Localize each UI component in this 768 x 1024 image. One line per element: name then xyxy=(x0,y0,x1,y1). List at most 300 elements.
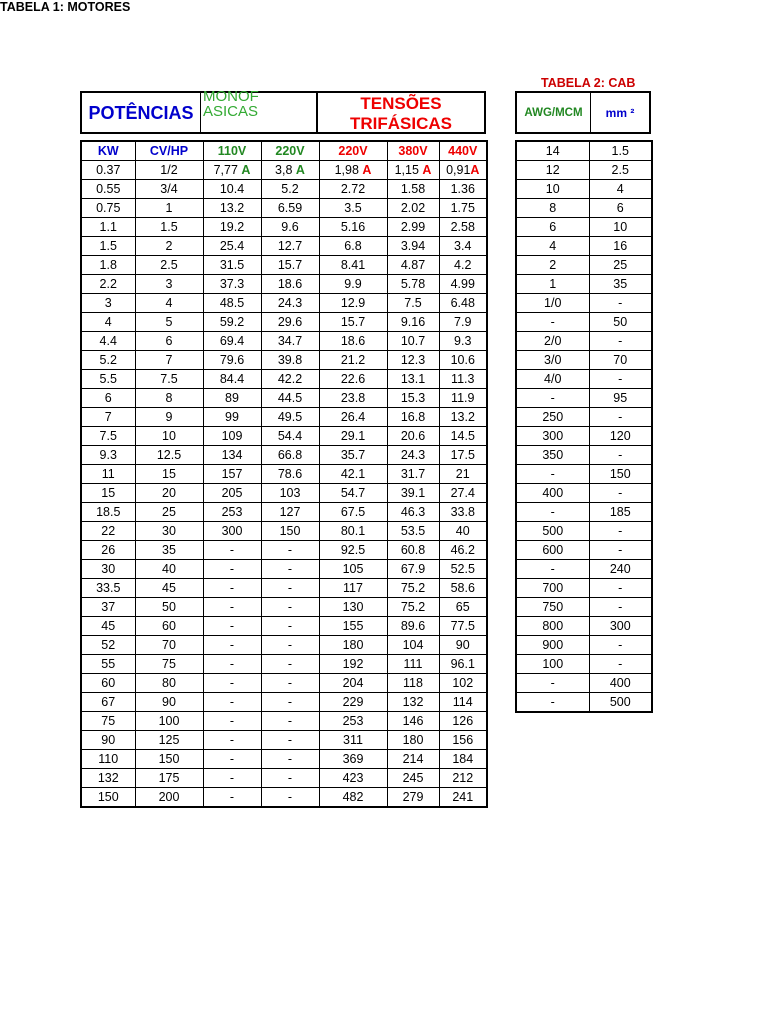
table-row xyxy=(516,465,652,484)
cell-380v: 180 xyxy=(387,731,439,750)
cell-440v: 46.2 xyxy=(439,541,487,560)
cell-awg: 3/0 xyxy=(516,351,589,370)
cell-110v: 19.2 xyxy=(203,218,261,237)
cell-220v-mono: 54.4 xyxy=(261,427,319,446)
monofasicas-header xyxy=(200,88,318,134)
cell-220v-mono: - xyxy=(261,731,319,750)
cell-mm2: 240 xyxy=(589,560,652,579)
cell-mm2: 70 xyxy=(589,351,652,370)
cell-220v-tri xyxy=(319,161,387,180)
cell-220v-tri: 80.1 xyxy=(319,522,387,541)
cell-440v: 11.9 xyxy=(439,389,487,408)
cell-kw: 4.4 xyxy=(81,332,135,351)
cell-110v: - xyxy=(203,712,261,731)
cell-mm2: - xyxy=(589,579,652,598)
cell-110v: 48.5 xyxy=(203,294,261,313)
cell-110v: 99 xyxy=(203,408,261,427)
cell-mm2: 6 xyxy=(589,199,652,218)
table-row xyxy=(516,693,652,713)
cell-220v-mono: - xyxy=(261,579,319,598)
cell-awg: 350 xyxy=(516,446,589,465)
cell-kw: 150 xyxy=(81,788,135,808)
cell-awg: 700 xyxy=(516,579,589,598)
cell-kw: 9.3 xyxy=(81,446,135,465)
cell-220v-tri: 5.16 xyxy=(319,218,387,237)
cell-440v: 40 xyxy=(439,522,487,541)
table-row xyxy=(516,522,652,541)
cell-440v: 4.99 xyxy=(439,275,487,294)
cell-kw: 110 xyxy=(81,750,135,769)
cell-440v: 65 xyxy=(439,598,487,617)
cell-220v-tri: 423 xyxy=(319,769,387,788)
table-row xyxy=(516,370,652,389)
cell-kw: 11 xyxy=(81,465,135,484)
cell-220v-tri: 22.6 xyxy=(319,370,387,389)
cell-cv: 60 xyxy=(135,617,203,636)
cell-380v: 214 xyxy=(387,750,439,769)
cell-220v-mono: 127 xyxy=(261,503,319,522)
cell-value: 7,77 xyxy=(213,163,238,177)
cell-cv: 175 xyxy=(135,769,203,788)
cell-110v: 253 xyxy=(203,503,261,522)
cell-mm2: - xyxy=(589,636,652,655)
cell-cv: 100 xyxy=(135,712,203,731)
cell-cv: 10 xyxy=(135,427,203,446)
cell-kw: 3 xyxy=(81,294,135,313)
cell-220v-tri: 42.1 xyxy=(319,465,387,484)
table-row xyxy=(516,560,652,579)
cell-220v-mono: 42.2 xyxy=(261,370,319,389)
cell-220v-mono: - xyxy=(261,541,319,560)
potencias-header xyxy=(80,91,202,134)
cell-cv: 1/2 xyxy=(135,161,203,180)
cell-cv: 2.5 xyxy=(135,256,203,275)
cell-110v: 89 xyxy=(203,389,261,408)
cell-220v-mono: 44.5 xyxy=(261,389,319,408)
cell-cv: 1.5 xyxy=(135,218,203,237)
table-row xyxy=(516,579,652,598)
cell-380v: 7.5 xyxy=(387,294,439,313)
table-row xyxy=(81,351,487,370)
table-row xyxy=(516,617,652,636)
table-row xyxy=(81,161,487,180)
monofasicas-label: MONOFASICAS xyxy=(203,88,259,120)
cell-awg: 10 xyxy=(516,180,589,199)
cell-440v: 3.4 xyxy=(439,237,487,256)
cell-220v-tri: 130 xyxy=(319,598,387,617)
cell-cv: 15 xyxy=(135,465,203,484)
cell-440v: 11.3 xyxy=(439,370,487,389)
cell-380v: 16.8 xyxy=(387,408,439,427)
cell-220v-tri: 29.1 xyxy=(319,427,387,446)
cell-cv: 2 xyxy=(135,237,203,256)
cell-440v: 114 xyxy=(439,693,487,712)
cell-220v-mono: 9.6 xyxy=(261,218,319,237)
cell-kw: 15 xyxy=(81,484,135,503)
cell-awg: 4/0 xyxy=(516,370,589,389)
cell-220v-mono: 66.8 xyxy=(261,446,319,465)
cell-110v: 13.2 xyxy=(203,199,261,218)
cell-kw: 1.8 xyxy=(81,256,135,275)
cell-110v: 69.4 xyxy=(203,332,261,351)
cell-110v: 134 xyxy=(203,446,261,465)
table-row xyxy=(81,503,487,522)
cell-kw: 18.5 xyxy=(81,503,135,522)
cell-380v: 2.02 xyxy=(387,199,439,218)
cell-110v: - xyxy=(203,636,261,655)
cell-kw: 0.75 xyxy=(81,199,135,218)
cell-awg: - xyxy=(516,560,589,579)
cell-kw: 4 xyxy=(81,313,135,332)
cell-220v-tri: 26.4 xyxy=(319,408,387,427)
cell-440v: 58.6 xyxy=(439,579,487,598)
cell-440v: 184 xyxy=(439,750,487,769)
table-row xyxy=(516,294,652,313)
cell-220v-tri: 369 xyxy=(319,750,387,769)
cell-440v: 1.75 xyxy=(439,199,487,218)
cell-440v: 21 xyxy=(439,465,487,484)
cell-cv: 50 xyxy=(135,598,203,617)
table-row xyxy=(81,579,487,598)
cell-kw: 22 xyxy=(81,522,135,541)
cell-220v-mono: 5.2 xyxy=(261,180,319,199)
cell-cv: 20 xyxy=(135,484,203,503)
cell-cv: 7.5 xyxy=(135,370,203,389)
cell-440v: 102 xyxy=(439,674,487,693)
cell-mm2: 500 xyxy=(589,693,652,713)
cell-mm2: 300 xyxy=(589,617,652,636)
cell-220v-mono xyxy=(261,161,319,180)
table-row xyxy=(516,180,652,199)
table-row xyxy=(81,636,487,655)
cell-440v: 241 xyxy=(439,788,487,808)
cell-380v: 3.94 xyxy=(387,237,439,256)
cell-220v-mono: 49.5 xyxy=(261,408,319,427)
cell-mm2: 1.5 xyxy=(589,141,652,161)
table-row xyxy=(516,199,652,218)
table-row xyxy=(516,141,652,161)
cell-380v: 118 xyxy=(387,674,439,693)
table-row xyxy=(81,218,487,237)
cell-cv: 200 xyxy=(135,788,203,808)
cell-awg: 2/0 xyxy=(516,332,589,351)
table-row xyxy=(516,636,652,655)
table-row xyxy=(516,313,652,332)
cell-mm2: - xyxy=(589,370,652,389)
cell-440v: 9.3 xyxy=(439,332,487,351)
cell-380v: 279 xyxy=(387,788,439,808)
cell-kw: 5.2 xyxy=(81,351,135,370)
cell-440v: 6.48 xyxy=(439,294,487,313)
table-row xyxy=(516,484,652,503)
cell-110v: 84.4 xyxy=(203,370,261,389)
cell-mm2: 35 xyxy=(589,275,652,294)
cell-110v: 25.4 xyxy=(203,237,261,256)
cell-awg: 400 xyxy=(516,484,589,503)
cell-220v-tri: 117 xyxy=(319,579,387,598)
cell-cv: 8 xyxy=(135,389,203,408)
cell-cv: 90 xyxy=(135,693,203,712)
cell-awg: 1/0 xyxy=(516,294,589,313)
cell-380v: 9.16 xyxy=(387,313,439,332)
table-row xyxy=(81,180,487,199)
cell-220v-tri: 67.5 xyxy=(319,503,387,522)
cell-awg: 600 xyxy=(516,541,589,560)
cell-380v: 46.3 xyxy=(387,503,439,522)
cell-awg: 750 xyxy=(516,598,589,617)
cell-mm2: 120 xyxy=(589,427,652,446)
cell-110v: 79.6 xyxy=(203,351,261,370)
cell-220v-tri: 21.2 xyxy=(319,351,387,370)
cell-220v-tri: 3.5 xyxy=(319,199,387,218)
cell-value: 1,98 xyxy=(334,163,359,177)
table-row xyxy=(516,332,652,351)
cell-mm2: - xyxy=(589,522,652,541)
cell-mm2: - xyxy=(589,598,652,617)
amp-unit: A xyxy=(241,163,251,177)
cell-value: 0,91 xyxy=(446,163,471,177)
cell-220v-mono: - xyxy=(261,750,319,769)
table-row xyxy=(81,294,487,313)
cell-220v-tri: 311 xyxy=(319,731,387,750)
cell-cv: 4 xyxy=(135,294,203,313)
cell-kw: 90 xyxy=(81,731,135,750)
table-row xyxy=(516,256,652,275)
cell-mm2: - xyxy=(589,484,652,503)
cell-380v: 104 xyxy=(387,636,439,655)
cell-110v: - xyxy=(203,598,261,617)
cell-220v-tri: 155 xyxy=(319,617,387,636)
cell-220v-tri: 105 xyxy=(319,560,387,579)
cell-220v-mono: - xyxy=(261,560,319,579)
cell-220v-tri: 229 xyxy=(319,693,387,712)
cell-awg: 14 xyxy=(516,141,589,161)
cell-awg: 300 xyxy=(516,427,589,446)
table-row xyxy=(81,655,487,674)
cell-110v: - xyxy=(203,750,261,769)
cell-kw: 26 xyxy=(81,541,135,560)
cell-380v: 4.87 xyxy=(387,256,439,275)
cell-kw: 33.5 xyxy=(81,579,135,598)
cell-awg: 6 xyxy=(516,218,589,237)
cell-440v: 27.4 xyxy=(439,484,487,503)
cell-220v-mono: 15.7 xyxy=(261,256,319,275)
cell-cv: 3/4 xyxy=(135,180,203,199)
cell-220v-mono: - xyxy=(261,712,319,731)
cell-110v: - xyxy=(203,579,261,598)
cell-awg: 1 xyxy=(516,275,589,294)
table-row xyxy=(81,731,487,750)
cell-380v: 20.6 xyxy=(387,427,439,446)
cell-440v: 156 xyxy=(439,731,487,750)
table-row xyxy=(516,408,652,427)
cell-110v xyxy=(203,161,261,180)
cell-380v: 53.5 xyxy=(387,522,439,541)
cell-cv: 30 xyxy=(135,522,203,541)
col-440v: 440V xyxy=(439,141,487,161)
table-row xyxy=(81,560,487,579)
table-row xyxy=(81,199,487,218)
cell-380v: 31.7 xyxy=(387,465,439,484)
cell-380v: 12.3 xyxy=(387,351,439,370)
table-row xyxy=(81,446,487,465)
table-row xyxy=(516,446,652,465)
cell-220v-mono: 150 xyxy=(261,522,319,541)
cell-mm2: - xyxy=(589,332,652,351)
amp-unit: A xyxy=(295,163,305,177)
cell-220v-tri: 54.7 xyxy=(319,484,387,503)
cell-mm2: - xyxy=(589,294,652,313)
motors-table xyxy=(80,140,488,808)
awg-header: AWG/MCM xyxy=(517,93,591,132)
cell-cv: 3 xyxy=(135,275,203,294)
cell-mm2: 25 xyxy=(589,256,652,275)
cell-220v-mono: - xyxy=(261,636,319,655)
cell-440v: 96.1 xyxy=(439,655,487,674)
cell-mm2: - xyxy=(589,446,652,465)
cell-mm2: - xyxy=(589,408,652,427)
cell-kw: 60 xyxy=(81,674,135,693)
cell-mm2: 400 xyxy=(589,674,652,693)
cell-110v: 109 xyxy=(203,427,261,446)
table2-header xyxy=(515,91,651,134)
table-row xyxy=(516,427,652,446)
cell-220v-mono: 78.6 xyxy=(261,465,319,484)
cell-awg: - xyxy=(516,693,589,713)
cables-table xyxy=(515,140,653,713)
cell-220v-mono: - xyxy=(261,693,319,712)
cell-380v: 60.8 xyxy=(387,541,439,560)
cell-440v: 2.58 xyxy=(439,218,487,237)
cell-110v: - xyxy=(203,541,261,560)
col-cvhp: CV/HP xyxy=(135,141,203,161)
table-row xyxy=(516,598,652,617)
cell-380v: 245 xyxy=(387,769,439,788)
cell-110v: 31.5 xyxy=(203,256,261,275)
table-row xyxy=(516,218,652,237)
cell-mm2: 4 xyxy=(589,180,652,199)
cell-380v: 132 xyxy=(387,693,439,712)
table-row xyxy=(81,256,487,275)
cell-220v-tri: 18.6 xyxy=(319,332,387,351)
cell-440v: 52.5 xyxy=(439,560,487,579)
cell-awg: 12 xyxy=(516,161,589,180)
cell-110v: 59.2 xyxy=(203,313,261,332)
cell-cv: 75 xyxy=(135,655,203,674)
cell-220v-tri: 204 xyxy=(319,674,387,693)
cell-380v: 24.3 xyxy=(387,446,439,465)
cell-380v: 1.58 xyxy=(387,180,439,199)
cell-awg: - xyxy=(516,503,589,522)
table-row xyxy=(516,275,652,294)
cell-440v: 14.5 xyxy=(439,427,487,446)
cell-kw: 45 xyxy=(81,617,135,636)
cell-220v-mono: 39.8 xyxy=(261,351,319,370)
cell-cv: 125 xyxy=(135,731,203,750)
mm-header: mm ² xyxy=(605,105,635,120)
amp-unit: A xyxy=(362,163,372,177)
cell-220v-mono: 24.3 xyxy=(261,294,319,313)
cell-value: 1,15 xyxy=(394,163,419,177)
cell-kw: 5.5 xyxy=(81,370,135,389)
cell-380v: 13.1 xyxy=(387,370,439,389)
cell-kw: 37 xyxy=(81,598,135,617)
table-row xyxy=(81,712,487,731)
cell-110v: - xyxy=(203,769,261,788)
cell-kw: 55 xyxy=(81,655,135,674)
table-row xyxy=(81,389,487,408)
cell-220v-tri: 92.5 xyxy=(319,541,387,560)
cell-mm2: 95 xyxy=(589,389,652,408)
cell-220v-tri: 482 xyxy=(319,788,387,808)
cell-440v: 10.6 xyxy=(439,351,487,370)
cell-mm2: - xyxy=(589,541,652,560)
table-row xyxy=(516,389,652,408)
table-row xyxy=(516,237,652,256)
cell-110v: 37.3 xyxy=(203,275,261,294)
cell-220v-mono: - xyxy=(261,655,319,674)
cell-220v-tri: 8.41 xyxy=(319,256,387,275)
cell-220v-tri: 9.9 xyxy=(319,275,387,294)
table-row xyxy=(81,522,487,541)
cell-440v xyxy=(439,161,487,180)
amp-unit: A xyxy=(470,163,480,177)
cell-awg: 800 xyxy=(516,617,589,636)
table-row xyxy=(81,541,487,560)
table-row xyxy=(81,332,487,351)
cell-awg: - xyxy=(516,674,589,693)
cell-awg: 900 xyxy=(516,636,589,655)
cell-cv: 6 xyxy=(135,332,203,351)
cell-awg: - xyxy=(516,313,589,332)
table-row xyxy=(81,484,487,503)
cell-110v: 10.4 xyxy=(203,180,261,199)
cell-380v: 15.3 xyxy=(387,389,439,408)
cell-220v-tri: 12.9 xyxy=(319,294,387,313)
cell-110v: - xyxy=(203,655,261,674)
cell-cv: 35 xyxy=(135,541,203,560)
table-row xyxy=(81,788,487,808)
cell-cv: 40 xyxy=(135,560,203,579)
table-row xyxy=(516,674,652,693)
cell-440v: 212 xyxy=(439,769,487,788)
cell-380v: 39.1 xyxy=(387,484,439,503)
table2-title: TABELA 2: CAB xyxy=(541,76,636,90)
cell-awg: 500 xyxy=(516,522,589,541)
cell-220v-mono: 6.59 xyxy=(261,199,319,218)
cell-awg: 4 xyxy=(516,237,589,256)
cell-440v: 126 xyxy=(439,712,487,731)
cell-awg: - xyxy=(516,465,589,484)
cell-440v: 90 xyxy=(439,636,487,655)
cell-440v: 1.36 xyxy=(439,180,487,199)
cell-380v: 111 xyxy=(387,655,439,674)
cell-220v-mono: - xyxy=(261,674,319,693)
table-row xyxy=(81,598,487,617)
cell-cv: 45 xyxy=(135,579,203,598)
cell-kw: 6 xyxy=(81,389,135,408)
table-row xyxy=(81,769,487,788)
cell-mm2: 50 xyxy=(589,313,652,332)
cell-mm2: 2.5 xyxy=(589,161,652,180)
cell-value: 3,8 xyxy=(275,163,293,177)
cell-380v: 67.9 xyxy=(387,560,439,579)
cell-440v: 17.5 xyxy=(439,446,487,465)
cell-mm2: 16 xyxy=(589,237,652,256)
cell-220v-mono: 18.6 xyxy=(261,275,319,294)
cell-380v: 2.99 xyxy=(387,218,439,237)
cell-380v xyxy=(387,161,439,180)
